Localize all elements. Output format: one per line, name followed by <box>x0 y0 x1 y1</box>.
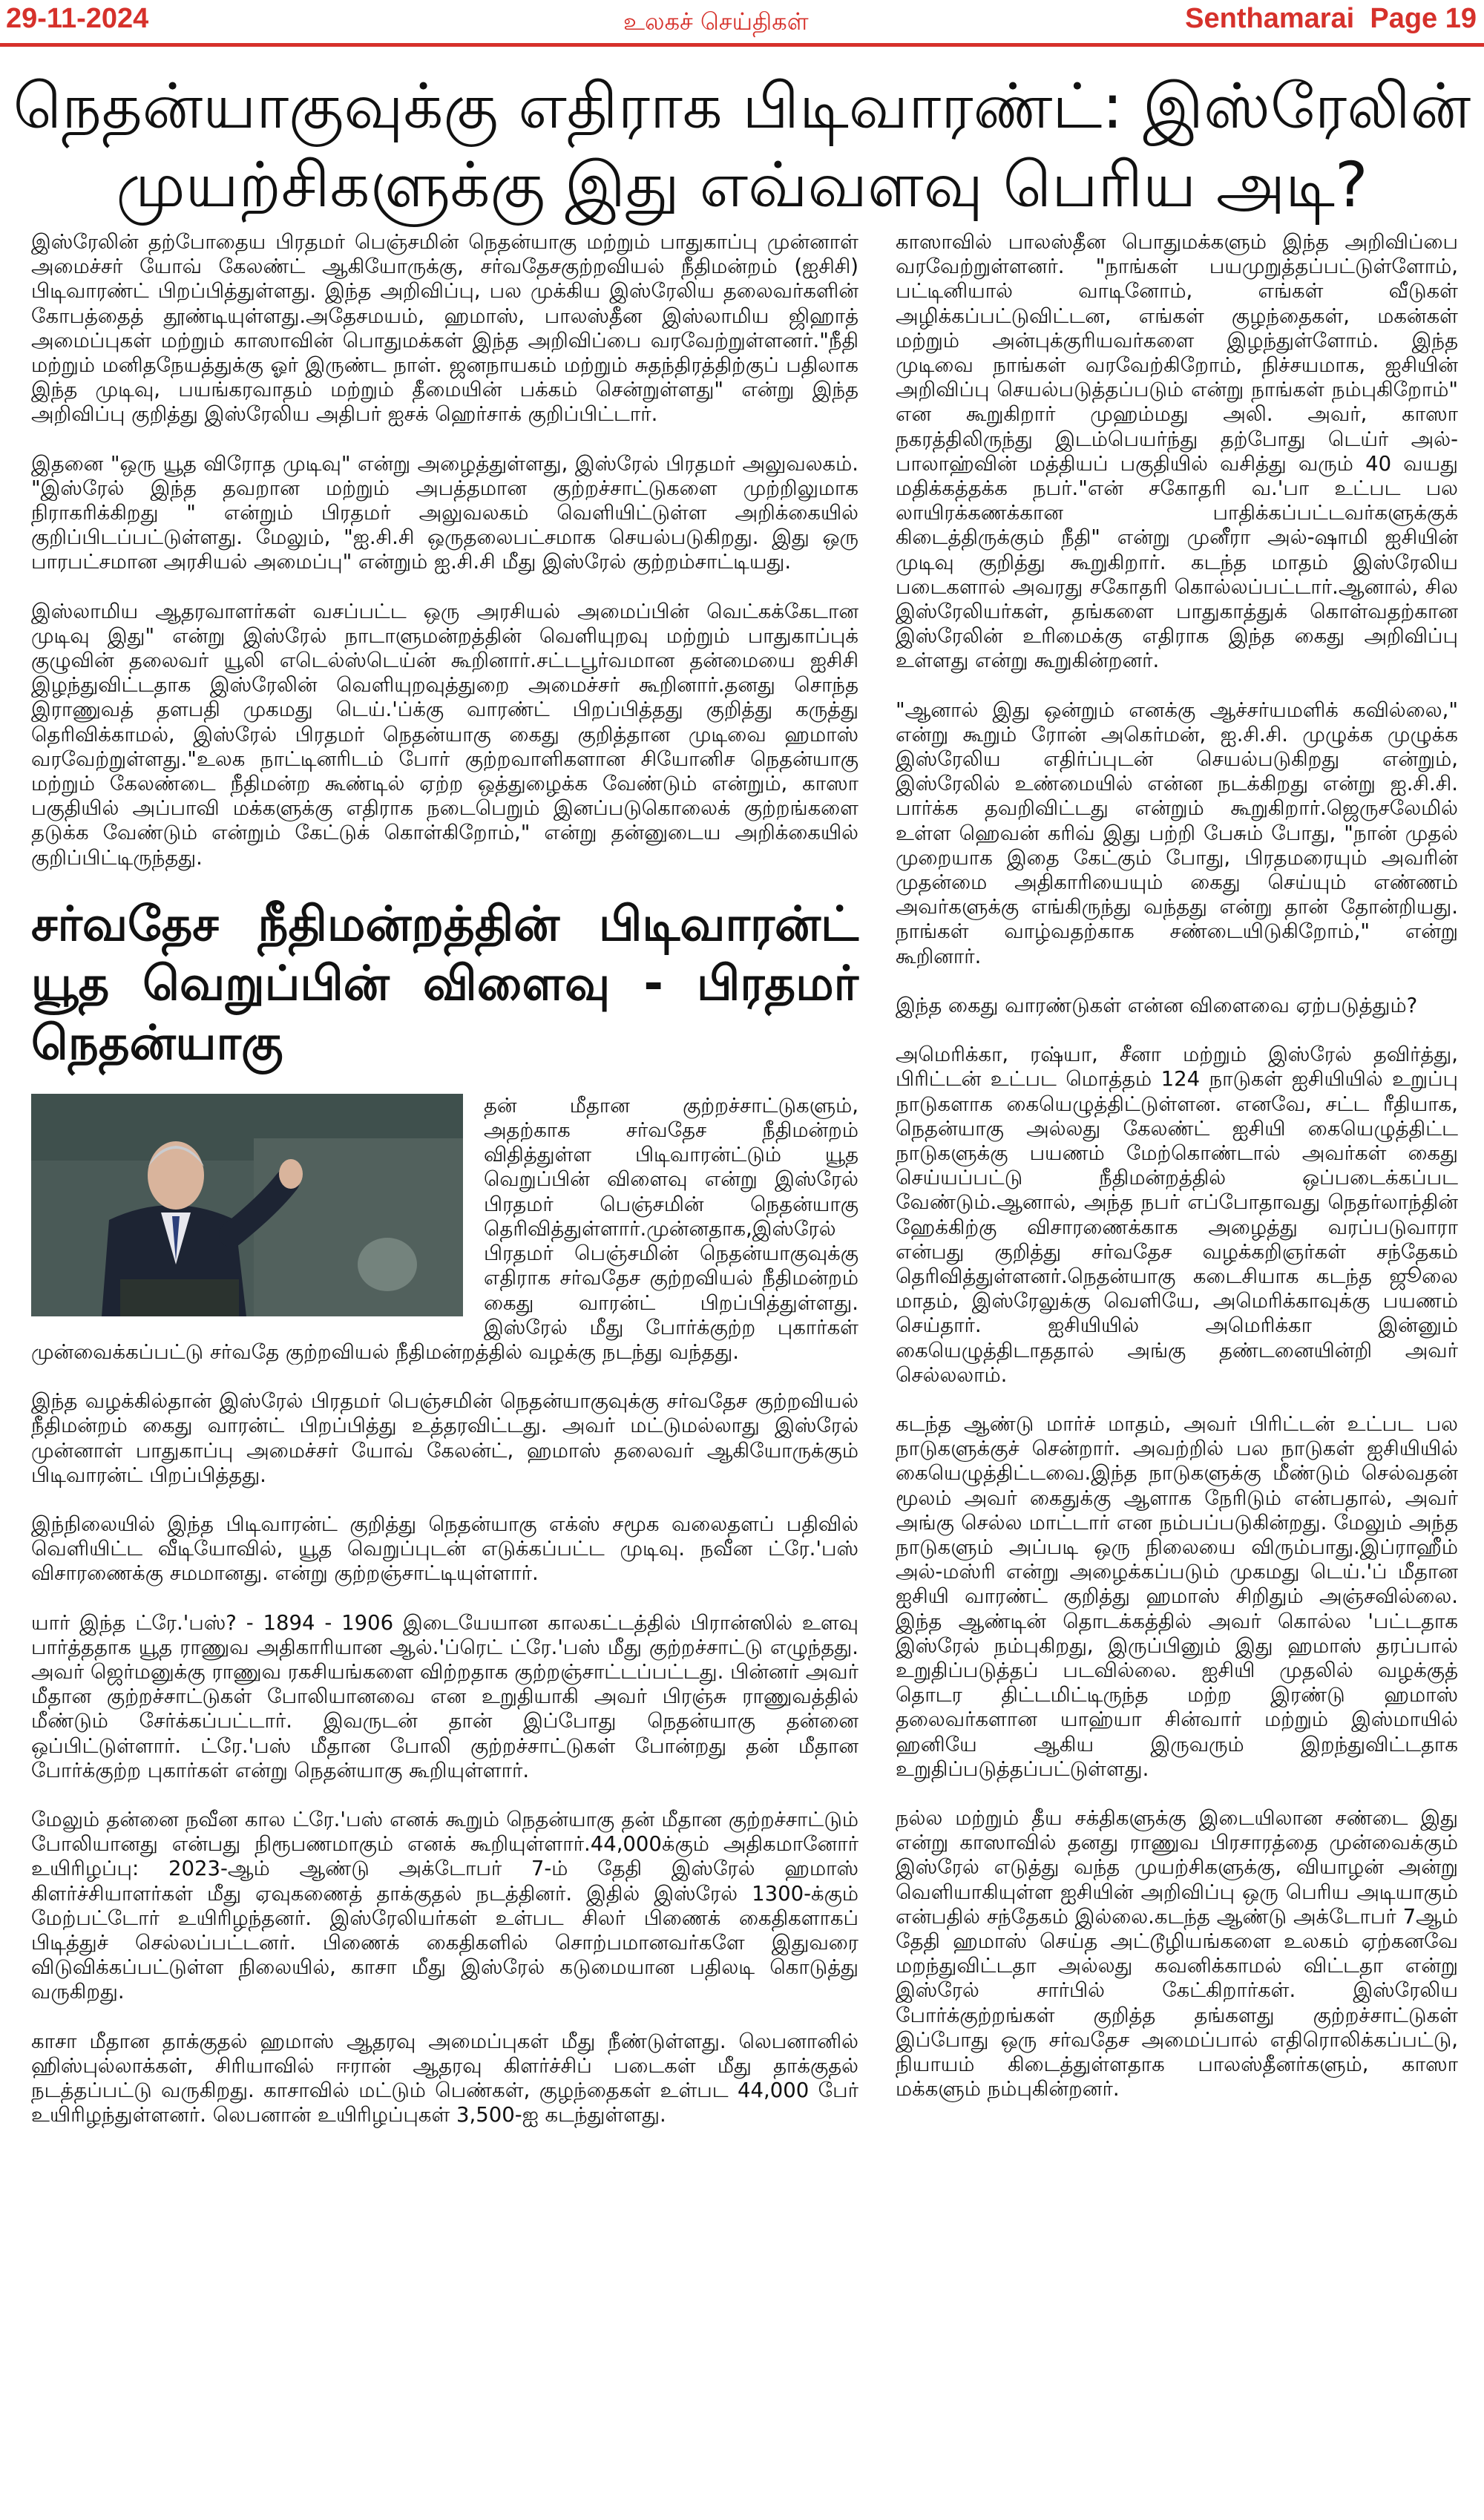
paper-name-page-number: Senthamarai Page 19 <box>1185 3 1477 34</box>
body-paragraph: மேலும் தன்னை நவீன கால ட்ரே.'பஸ் எனக் கூறும் நெதன்யாகு தன் மீதான குற்றச்சாட்டும் போலியானது என்பது நிரூபணமாகும் எனக் கூறியுள்ளார்.44,000க்கும் அதிகமானோர் உயிரிழப்பு: 2023-ஆம் ஆண்டு அக்டோபர் 7-ம் தேதி இஸ்ரேல் ஹமாஸ் கிளர்ச்சியாளர்கள் மீது ஏவுகணைத் தாக்குதல் நடத்தினர். இதில் இஸ்ரேல் 1300-க்கும் மேற்பட்டோர் உயிரிழந்தனர். இஸ்ரேலியர்கள் உள்பட சிலர் பிணைக் கைதிகளாகப் பிடித்துச் செல்லப்பட்டனர். பிணைக் கைதிகளில் சொற்பமானவர்களே இதுவரை விடுவிக்கப்பட்டுள்ள நிலையில், காசா மீது இஸ்ரேல் கடுமையான பதிலடி கொடுத்து வருகிறது. <box>31 1807 858 2004</box>
photo-side-text: தன் மீதான குற்றச்சாட்டுகளும், அதற்காக சர்வதேச நீதிமன்றம் விதித்துள்ள பிடிவாரன்ட்டும் யூத வெறுப்பின் விளைவு என்று இஸ்ரேல் பிரதமர் பெஞ்சமின் நெதன்யாகு தெரிவித்துள்ளார்.முன்னதாக,இஸ்ரேல் பிரதமர் பெஞ்சமின் நெதன்யாகுவுக்கு எதிராக சர்வதேச குற்றவியல் நீதிமன்றம் கைது வாரன்ட் பிறப்பித்துள்ளது. இஸ்ரேல் மீது போர்க்குற்ற புகார்கள் முன்வைக்கப்பட்டு சர்வதே குற்றவியல் நீதிமன்றத்தில் வழக்கு நடந்து வந்தது. <box>31 1093 858 1364</box>
netanyahu-un-speech-photo <box>31 1094 463 1316</box>
body-paragraph: "ஆனால் இது ஒன்றும் எனக்கு ஆச்சர்யமளிக் கவில்லை," என்று கூறும் ரோன் அகெர்மன், ஐ.சி.சி. முழுக்க முழுக்க இஸ்ரேலிய எதிர்ப்புடன் செயல்படுகிறது என்றும், இஸ்ரேலில் உண்மையில் என்ன நடக்கிறது என்று ஐ.சி.சி. பார்க்க தவறிவிட்டது என்றும் கூறுகிறார்.ஜெருசலேமில் உள்ள ஹெவன் கரிவ் இது பற்றி பேசும் போது, "நான் முதல் முறையாக இதை கேட்கும் போது, பிரதமரையும் அவரின் முதன்மை அதிகாரியையும் கைது செய்யும் எண்ணம் அவர்களுக்கு எங்கிருந்து வந்தது என்று தான் தோன்றியது. நாங்கள் வாழ்வதற்காக சண்டையிடுகிறோம்," என்று கூறினார். <box>896 698 1458 968</box>
body-paragraph: இஸ்ரேலின் தற்போதைய பிரதமர் பெஞ்சமின் நெதன்யாகு மற்றும் பாதுகாப்பு முன்னாள் அமைச்சர் யோவ் கேலண்ட் ஆகியோருக்கு, சர்வதேசகுற்றவியல் நீதிமன்றம் (ஐசிசி) பிடிவாரண்ட் பிறப்பித்துள்ளது. இந்த அறிவிப்பு, பல முக்கிய இஸ்ரேலிய தலைவர்களின் கோபத்தைத் தூண்டியுள்ளது.அதேசமயம், ஹமாஸ், பாலஸ்தீன இஸ்லாமிய ஜிஹாத் அமைப்புகள் மற்றும் காஸாவின் பொதுமக்கள் இந்த அறிவிப்பை வரவேற்றுள்ளனர்."நீதி மற்றும் மனிதநேயத்துக்கு ஓர் இருண்ட நாள். ஜனநாயகம் மற்றும் சுதந்திரத்திற்குப் பதிலாக இந்த முடிவு, பயங்கரவாதம் மற்றும் தீமையின் பக்கம் சென்றுள்ளது" என்று இந்த அறிவிப்பு குறித்து இஸ்ரேலிய அதிபர் ஐசக் ஹெர்சாக் குறிப்பிட்டார். <box>31 230 858 427</box>
photo-paragraph <box>31 1094 858 1365</box>
body-paragraph: இதனை "ஒரு யூத விரோத முடிவு" என்று அழைத்துள்ளது, இஸ்ரேல் பிரதமர் அலுவலகம். "இஸ்ரேல் இந்த தவறான மற்றும் அபத்தமான குற்றச்சாட்டுகளை முற்றிலுமாக நிராகரிக்கிறது " என்றும் பிரதமர் அலுவலகம் வெளியிட்டுள்ள அறிக்கையில் குறிப்பிடப்பட்டுள்ளது. மேலும், "ஐ.சி.சி ஒருதலைபட்சமாக செயல்படுகிறது. இது ஒரு பாரபட்சமான அரசியல் அமைப்பு" என்றும் ஐ.சி.சி மீது இஸ்ரேல் குற்றம்சாட்டியது. <box>31 451 858 574</box>
headline-line-2: முயற்சிகளுக்கு இது எவ்வளவு பெரிய அடி? <box>116 148 1368 221</box>
left-column <box>31 230 858 2152</box>
body-paragraph: இஸ்லாமிய ஆதரவாளர்கள் வசப்பட்ட ஒரு அரசியல் அமைப்பின் வெட்கக்கேடான முடிவு இது" என்று இஸ்ரேல் நாடாளுமன்றத்தின் வெளியுறவு மற்றும் பாதுகாப்புக் குழுவின் தலைவர் யூலி எடெல்ஸ்டெய்ன் கூறினார்.சட்டபூர்வமான தன்மையை ஐசிசி இழந்துவிட்டதாக இஸ்ரேலின் வெளியுறவுத்துறை அமைச்சர் கூறினார்.தனது சொந்த இராணுவத் தளபதி முகமது டெய்.'ப்க்கு வாரண்ட் பிறப்பித்தது குறித்து கருத்து தெரிவிக்காமல், இஸ்ரேல் பிரதமர் நெதன்யாகு கைது குறித்தான முடிவை ஹமாஸ் வரவேற்றுள்ளது."உலக நாட்டினரிடம் போர் குற்றவாளிகளான சியோனிச நெதன்யாகு மற்றும் கேலண்டை நீதிமன்ற கூண்டில் ஏற்ற ஒத்துழைக்க வேண்டும் என்றும், காஸா பகுதியில் அப்பாவி மக்களுக்கு எதிராக நடைபெறும் இனப்படுகொலைக் குற்றங்களை தடுக்க வேண்டும் என்றும் கேட்டுக் கொள்கிறோம்," என்று தன்னுடைய அறிக்கையில் குறிப்பிட்டிருந்தது. <box>31 599 858 870</box>
sub-headline: சர்வதேச நீதிமன்றத்தின் பிடிவாரன்ட் யூத வெறுப்பின் விளைவு - பிரதமர் நெதன்யாகு <box>31 896 858 1071</box>
body-paragraph: காசா மீதான தாக்குதல் ஹமாஸ் ஆதரவு அமைப்புகள் மீது நீண்டுள்ளது. லெபனானில் ஹிஸ்புல்லாக்கள், சிரியாவில் ஈரான் ஆதரவு கிளர்ச்சிப் படைகள் மீது தாக்குதல் நடத்தப்பட்டு வருகிறது. காசாவில் மட்டும் பெண்கள், குழந்தைகள் உள்பட 44,000 பேர் உயிரிழந்துள்ளனர். லெபனான் உயிரிழப்புகள் 3,500-ஐ கடந்துள்ளது. <box>31 2029 858 2127</box>
body-paragraph: கடந்த ஆண்டு மார்ச் மாதம், அவர் பிரிட்டன் உட்பட பல நாடுகளுக்குச் சென்றார். அவற்றில் பல நாடுகள் ஐசியியில் கையெழுத்திட்டவை.இந்த நாடுகளுக்கு மீண்டும் செல்வதன் மூலம் அவர் கைதுக்கு ஆளாக நேரிடும் என்பதால், அவர் அங்கு செல்ல மாட்டார் என நம்பப்படுகின்றது. மேலும் அந்த நாடுகளும் அப்படி ஒரு நிலையை விரும்பாது.இப்ராஹீம் அல்-மஸ்ரி என்று அழைக்கப்படும் முகமது டெய்.'ப் மீதான ஐசியி வாரண்ட் குறித்து ஹமாஸ் சிறிதும் அஞ்சவில்லை. இந்த ஆண்டின் தொடக்கத்தில் அவர் கொல்ல 'பட்டதாக இஸ்ரேல் நம்புகிறது, இருப்பினும் இது ஹமாஸ் தரப்பால் உறுதிப்படுத்தப் படவில்லை. ஐசியி முதலில் வழக்குத் தொடர திட்டமிட்டிருந்த மற்ற இரண்டு ஹமாஸ் தலைவர்களான யாஹ்யா சின்வார் மற்றும் இஸ்மாயில் ஹனியே ஆகிய இருவரும் இறந்துவிட்டதாக உறுதிப்படுத்தப்பட்டுள்ளது. <box>896 1411 1458 1781</box>
headline-line-1: நெதன்யாகுவுக்கு எதிராக பிடிவாரண்ட்: இஸ்ரேலின் <box>13 70 1471 142</box>
body-paragraph: இந்நிலையில் இந்த பிடிவாரன்ட் குறித்து நெதன்யாகு எக்ஸ் சமூக வலைதளப் பதிவில் வெளியிட்ட வீடியோவில், யூத வெறுப்புடன் எடுக்கப்பட்ட முடிவு. நவீன ட்ரே.'பஸ் விசாரணைக்கு சமமானது. என்று குற்றஞ்சாட்டியுள்ளார். <box>31 1512 858 1586</box>
body-paragraph: யார் இந்த ட்ரே.'பஸ்? - 1894 - 1906 இடையேயான காலகட்டத்தில் பிரான்ஸில் உளவு பார்த்ததாக யூத ராணுவ அதிகாரியான ஆல்.'ப்ரெட் ட்ரே.'பஸ் மீது குற்றச்சாட்டு எழுந்தது. அவர் ஜெர்மனுக்கு ராணுவ ரகசியங்களை விற்றதாக குற்றஞ்சாட்டப்பட்டது. பின்னர் அவர் மீதான குற்றச்சாட்டுகள் போலியானவை என உறுதியாகி அவர் பிரஞ்சு ராணுவத்தில் மீண்டும் சேர்க்கப்பட்டார். இவருடன் தான் இப்போது நெதன்யாகு தன்னை ஒப்பிட்டுள்ளார். ட்ரே.'பஸ் மீதான போலி குற்றச்சாட்டுகள் போன்றது தன் மீதான போர்க்குற்ற புகார்கள் என்று நெதன்யாகு கூறியுள்ளார். <box>31 1610 858 1782</box>
issue-date: 29-11-2024 <box>6 3 149 34</box>
page-header <box>0 0 1484 47</box>
body-paragraph: அமெரிக்கா, ரஷ்யா, சீனா மற்றும் இஸ்ரேல் தவிர்த்து, பிரிட்டன் உட்பட மொத்தம் 124 நாடுகள் ஐசியியில் உறுப்பு நாடுகளாக கையெழுத்திட்டுள்ளன. எனவே, சட்ட ரீதியாக, நெதன்யாகு அல்லது கேலண்ட் ஐசியி கையெழுத்திட்ட நாடுகளுக்கு பயணம் மேற்கொண்டால் அவர்கள் கைது செய்யப்பட்டு நீதிமன்றத்தில் ஒப்படைக்கப்பட வேண்டும்.ஆனால், அந்த நபர் எப்போதாவது நெதர்லாந்தின் ஹேக்கிற்கு விசாரணைக்காக அழைத்து வரப்படுவாரா என்பது குறித்து சர்வதேச வழக்கறிஞர்கள் சந்தேகம் தெரிவித்துள்ளனர்.நெதன்யாகு கடைசியாக கடந்த ஜூலை மாதம், இஸ்ரேலுக்கு வெளியே, அமெரிக்காவுக்கு பயணம் செய்தார். ஐசியியில் அமெரிக்கா இன்னும் கையெழுத்திடாததால் அங்கு தண்டனையின்றி அவர் செல்லலாம். <box>896 1043 1458 1387</box>
article-headline <box>0 67 1484 224</box>
body-paragraph: இந்த வழக்கில்தான் இஸ்ரேல் பிரதமர் பெஞ்சமின் நெதன்யாகுவுக்கு சர்வதேச குற்றவியல் நீதிமன்றம் கைது வாரன்ட் பிறப்பித்து உத்தரவிட்டது. அவர் மட்டுமல்லாது இஸ்ரேல் முன்னாள் பாதுகாப்பு அமைச்சர் யோவ் கேலன்ட், ஹமாஸ் தலைவர் ஆகியோருக்கும் பிடிவாரன்ட் பிறப்பித்தது. <box>31 1389 858 1487</box>
body-paragraph: நல்ல மற்றும் தீய சக்திகளுக்கு இடையிலான சண்டை இது என்று காஸாவில் தனது ராணுவ பிரசாரத்தை முன்வைக்கும் இஸ்ரேல் எடுத்து வந்த முயற்சிகளுக்கு, வியாழன் அன்று வெளியாகியுள்ள ஐசியின் அறிவிப்பு ஒரு பெரிய அடியாகும் என்பதில் சந்தேகம் இல்லை.கடந்த ஆண்டு அக்டோபர் 7ஆம் தேதி ஹமாஸ் செய்த அட்டூழியங்களை உலகம் ஏற்கனவே மறந்துவிட்டதா அல்லது கவனிக்காமல் விட்டதா என்று இஸ்ரேல் சார்பில் கேட்கிறார்கள். இஸ்ரேலிய போர்க்குற்றங்கள் குறித்த தங்களது குற்றச்சாட்டுகள் இப்போது ஒரு சர்வதேச அமைப்பால் எதிரொலிக்கப்பட்டு, நியாயம் கிடைத்துள்ளதாக பாலஸ்தீனர்களும், காஸா மக்களும் நம்புகின்றனர். <box>896 1805 1458 2101</box>
section-name: உலகச் செய்திகள் <box>623 7 809 36</box>
body-paragraph: காஸாவில் பாலஸ்தீன பொதுமக்களும் இந்த அறிவிப்பை வரவேற்றுள்ளனர். "நாங்கள் பயமுறுத்தப்பட்டுள்ளோம், பட்டினியால் வாடினோம், எங்கள் வீடுகள் அழிக்கப்பட்டுவிட்டன, எங்கள் குழந்தைகள், மகன்கள் மற்றும் அன்புக்குரியவர்களை இழந்துள்ளோம். இந்த முடிவை நாங்கள் வரவேற்கிறோம், நிச்சயமாக, ஐசியின் அறிவிப்பு செயல்படுத்தப்படும் என்று நாங்கள் நம்புகிறோம்" என கூறுகிறார் முஹம்மது அலி. அவர், காஸா நகரத்திலிருந்து இடம்பெயர்ந்து தற்போது டெய்ர் அல்-பாலாஹ்வின் மத்தியப் பகுதியில் வசித்து வரும் 40 வயது மதிக்கத்தக்க நபர்."என் சகோதரி வ.'பா உட்பட பல லாயிரக்கணக்கான பாதிக்கப்பட்டவர்களுக்குக் கிடைத்திருக்கும் நீதி" என்று முனீரா அல்-ஷாமி ஐசியின் முடிவு குறித்து கூறுகிறார். கடந்த மாதம் இஸ்ரேலிய படைகளால் அவரது சகோதரி கொல்லப்பட்டார்.ஆனால், சில இஸ்ரேலியர்கள், தங்களை பாதுகாத்துக் கொள்வதற்கான இஸ்ரேலின் உரிமைக்கு எதிராக இந்த கைது அறிவிப்பு உள்ளது என்று கூறுகின்றனர். <box>896 230 1458 673</box>
question-heading: இந்த கைது வாரண்டுகள் என்ன விளைவை ஏற்படுத்தும்? <box>896 993 1418 1017</box>
right-column <box>896 230 1458 2126</box>
